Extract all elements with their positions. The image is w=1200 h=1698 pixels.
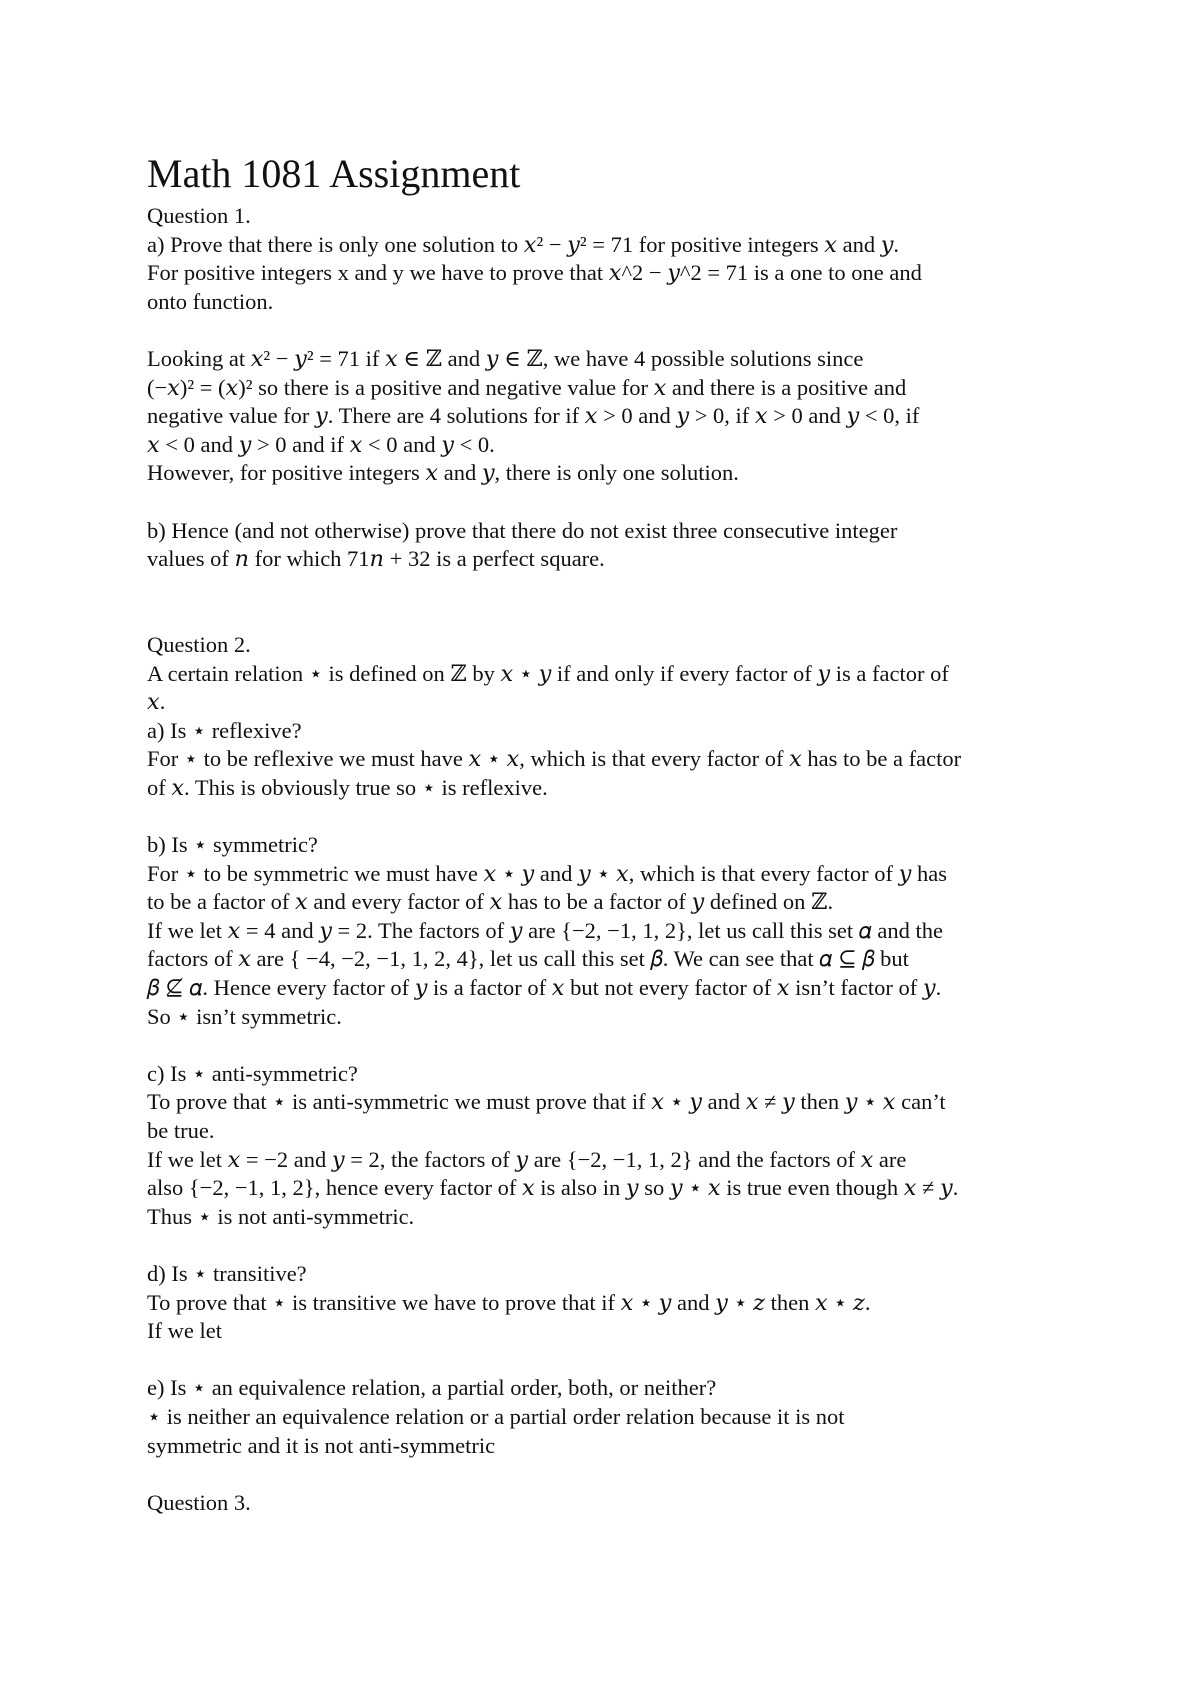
blank-line	[147, 1346, 1077, 1375]
text-line: Question 1.	[147, 203, 251, 228]
text-line: To prove that ⋆ is transitive we have to prove that if 𝑥 ⋆ 𝑦 and 𝑦 ⋆ 𝑧 then 𝑥 ⋆ 𝑧.	[147, 1289, 871, 1315]
document-title: Math 1081 Assignment	[147, 151, 521, 196]
blank-line	[147, 1031, 1077, 1060]
text-line: symmetric and it is not anti-symmetric	[147, 1432, 496, 1458]
text-line: (−𝑥)² = (𝑥)² so there is a positive and negative value for 𝑥 and there is a positive and	[147, 374, 907, 400]
text-line: onto function.	[147, 288, 274, 314]
text-line: negative value for 𝑦. There are 4 solutions for if 𝑥 > 0 and 𝑦 > 0, if 𝑥 > 0 and 𝑦 < 0, if	[147, 403, 920, 429]
blank-line	[147, 602, 1077, 631]
text-line: Question 3.	[147, 1489, 251, 1515]
text-line: e) Is ⋆ an equivalence relation, a partial order, both, or neither?	[147, 1375, 717, 1401]
document-body	[147, 202, 1077, 1517]
text-line: be true.	[147, 1118, 215, 1143]
blank-line	[147, 1460, 1077, 1489]
text-line: If we let 𝑥 = 4 and 𝑦 = 2. The factors of 𝑦 are {−2, −1, 1, 2}, let us call this set 𝛼 and the	[147, 917, 943, 943]
text-line: b) Hence (and not otherwise) prove that there do not exist three consecutive integer	[147, 517, 898, 543]
blank-line	[147, 802, 1077, 831]
text-line: A certain relation ⋆ is defined on ℤ by 𝑥 ⋆ 𝑦 if and only if every factor of 𝑦 is a factor of	[147, 660, 949, 686]
text-line: values of 𝑛 for which 71𝑛 + 32 is a perfect square.	[147, 546, 605, 572]
text-line: Looking at 𝑥² − 𝑦² = 71 if 𝑥 ∈ ℤ and 𝑦 ∈ ℤ, we have 4 possible solutions since	[147, 345, 864, 371]
text-line: Thus ⋆ is not anti-symmetric.	[147, 1203, 415, 1229]
text-line: 𝑥.	[147, 689, 166, 715]
text-line: 𝑥 < 0 and 𝑦 > 0 and if 𝑥 < 0 and 𝑦 < 0.	[147, 431, 495, 457]
blank-line	[147, 488, 1077, 517]
text-line: If we let	[147, 1318, 222, 1344]
text-line: a) Prove that there is only one solution to 𝑥² − 𝑦² = 71 for positive integers 𝑥 and 𝑦.	[147, 231, 900, 257]
text-line: factors of 𝑥 are { −4, −2, −1, 1, 2, 4}, let us call this set 𝛽. We can see that 𝛼 ⊆ 𝛽 but	[147, 946, 909, 972]
text-line: to be a factor of 𝑥 and every factor of 𝑥 has to be a factor of 𝑦 defined on ℤ.	[147, 889, 834, 915]
text-line: However, for positive integers 𝑥 and 𝑦, there is only one solution.	[147, 460, 739, 486]
text-line: d) Is ⋆ transitive?	[147, 1260, 307, 1286]
blank-line	[147, 1231, 1077, 1260]
text-line: Question 2.	[147, 631, 251, 657]
text-line: c) Is ⋆ anti-symmetric?	[147, 1060, 358, 1086]
text-line: also {−2, −1, 1, 2}, hence every factor of 𝑥 is also in 𝑦 so 𝑦 ⋆ 𝑥 is true even though 𝑥 ≠ 𝑦.	[147, 1175, 959, 1201]
text-line: For ⋆ to be reflexive we must have 𝑥 ⋆ 𝑥, which is that every factor of 𝑥 has to be a factor	[147, 746, 962, 772]
text-line: a) Is ⋆ reflexive?	[147, 717, 302, 743]
text-line: ⋆ is neither an equivalence relation or a partial order relation because it is not	[147, 1403, 845, 1429]
text-line: For positive integers x and y we have to prove that 𝑥^2 − 𝑦^2 = 71 is a one to one and	[147, 260, 922, 286]
text-line: To prove that ⋆ is anti-symmetric we must prove that if 𝑥 ⋆ 𝑦 and 𝑥 ≠ 𝑦 then 𝑦 ⋆ 𝑥 can’t	[147, 1089, 946, 1115]
text-line: If we let 𝑥 = −2 and 𝑦 = 2, the factors of 𝑦 are {−2, −1, 1, 2} and the factors of 𝑥 are	[147, 1146, 907, 1172]
blank-line	[147, 574, 1077, 603]
text-line: b) Is ⋆ symmetric?	[147, 832, 318, 858]
text-line: 𝛽 ⊈ 𝛼. Hence every factor of 𝑦 is a factor of 𝑥 but not every factor of 𝑥 isn’t factor of 𝑦.	[147, 975, 942, 1001]
text-line: For ⋆ to be symmetric we must have 𝑥 ⋆ 𝑦 and 𝑦 ⋆ 𝑥, which is that every factor of 𝑦 has	[147, 860, 947, 886]
document-page	[147, 148, 1077, 1517]
blank-line	[147, 316, 1077, 345]
text-line: of 𝑥. This is obviously true so ⋆ is reflexive.	[147, 774, 548, 800]
text-line: So ⋆ isn’t symmetric.	[147, 1003, 342, 1029]
